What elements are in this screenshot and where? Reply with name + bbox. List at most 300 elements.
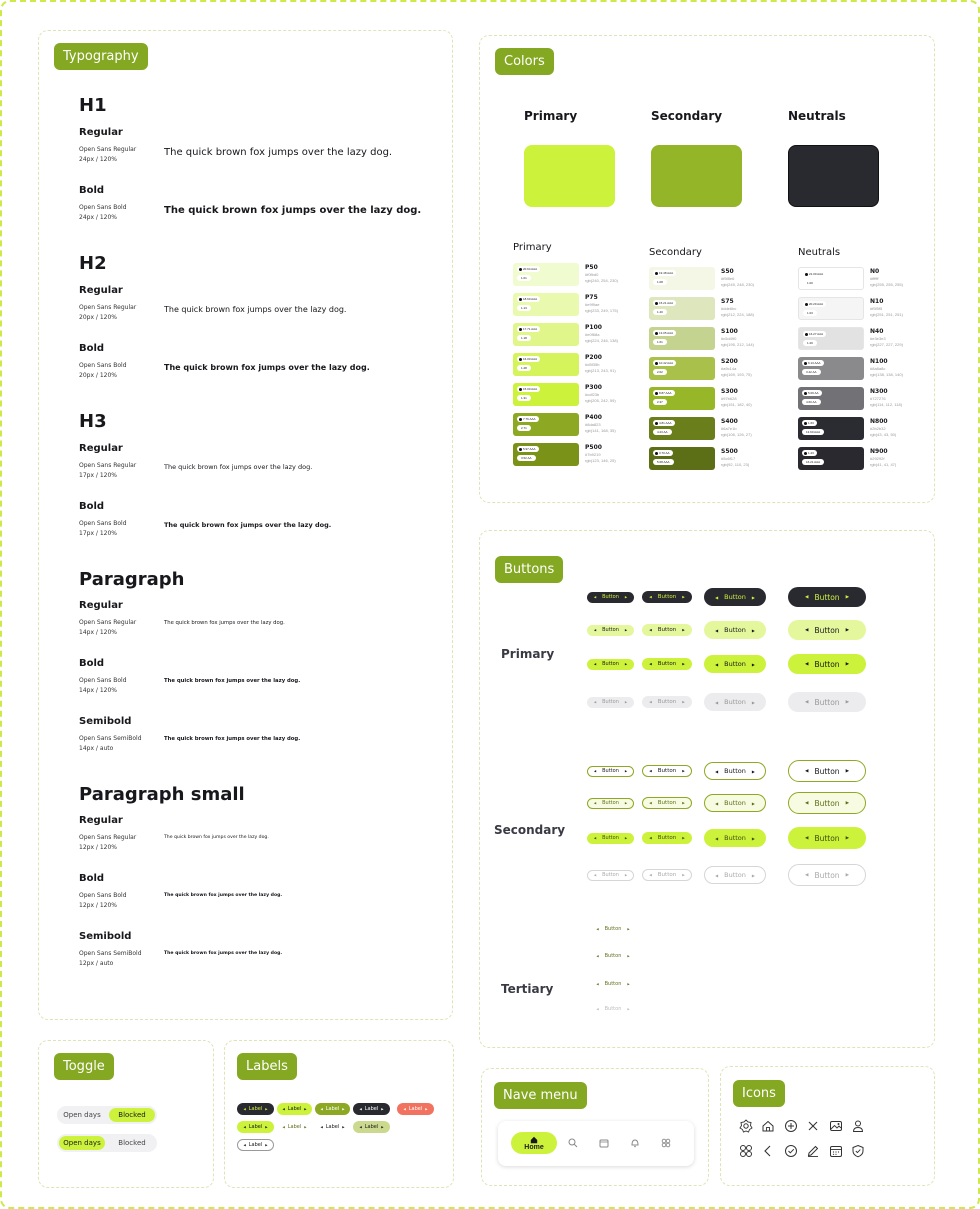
- colors-tag: Colors: [495, 48, 554, 75]
- chevron-right-icon: ▶: [751, 594, 755, 600]
- primary-button[interactable]: [704, 588, 766, 606]
- color-shade-name: N300: [870, 388, 888, 395]
- contrast-badge-alt: 1.18: [517, 335, 531, 341]
- contrast-badge-alt: 4.23 AA: [653, 429, 672, 435]
- chevron-right-icon: ▶: [381, 1107, 384, 1111]
- chevron-right-icon: ▶: [682, 595, 685, 599]
- color-shade-values: [585, 332, 618, 344]
- color-hex: #e9f9ae: [585, 302, 600, 307]
- chevron-right-icon: ▶: [304, 1107, 307, 1111]
- primary-button[interactable]: [704, 621, 766, 639]
- color-hex: #6a7e1b: [721, 426, 737, 431]
- calendar-icon[interactable]: [599, 1138, 609, 1148]
- contrast-badge-alt: 1.08: [653, 279, 667, 285]
- typography-font-spec: [79, 618, 136, 638]
- button-label: Button: [602, 800, 619, 806]
- chevron-left-icon: ◀: [649, 628, 652, 632]
- button-label: Button: [814, 766, 840, 776]
- chevron-left-icon: ◀: [593, 836, 597, 840]
- button-label: Button: [814, 833, 840, 843]
- contrast-badge-alt: 1.29: [803, 340, 817, 346]
- color-rgb: rgb(205, 242, 59): [585, 398, 616, 403]
- contrast-badge: 3.70 AA: [653, 450, 673, 456]
- chevron-left-icon: ◀: [359, 1107, 362, 1111]
- primary-button[interactable]: [704, 693, 766, 711]
- font-size-spec: 14px / 120%: [79, 687, 117, 694]
- primary-button[interactable]: [587, 697, 634, 708]
- label-text: Label: [364, 1124, 379, 1130]
- color-shade-swatch: [798, 267, 864, 290]
- color-hex: #8da823: [585, 422, 601, 427]
- typography-font-spec: [79, 461, 136, 481]
- color-rgb: rgb(251, 251, 251): [870, 312, 903, 317]
- color-hex: #c5d490: [721, 336, 737, 341]
- contrast-badge: 18.60 AAA: [517, 296, 540, 302]
- typography-sample-text: The quick brown fox jumps over the lazy dog.: [164, 620, 285, 626]
- chevron-left-icon: ◀: [359, 1125, 362, 1129]
- chevron-left-icon: ◀: [715, 872, 719, 878]
- chevron-left-icon: ◀: [649, 873, 652, 877]
- color-shade-swatch: [798, 387, 864, 410]
- chevron-right-icon: ▶: [845, 800, 850, 806]
- chevron-right-icon: ▶: [265, 1125, 268, 1129]
- font-size-spec: 14px / auto: [79, 745, 114, 752]
- label-text: Label: [364, 1106, 379, 1112]
- chevron-left-icon: ◀: [243, 1143, 246, 1147]
- settings-icon[interactable]: [739, 1119, 753, 1133]
- typography-sample-text: The quick brown fox jumps over the lazy dog.: [164, 893, 283, 898]
- color-shade-name: S50: [721, 268, 734, 275]
- buttons-panel: [479, 530, 935, 1048]
- tertiary-button[interactable]: [591, 951, 635, 961]
- typography-heading: H1: [79, 95, 107, 116]
- chevron-left-icon: ◀: [596, 982, 599, 986]
- color-shade-name: P50: [585, 264, 598, 271]
- chevron-left-icon: ◀: [593, 700, 597, 704]
- nav-home-label: Home: [524, 1143, 544, 1151]
- toggle-tag: Toggle: [54, 1053, 114, 1080]
- color-shade-values: [721, 306, 754, 318]
- color-shade-swatch: [513, 323, 579, 346]
- button-label: Button: [814, 870, 840, 880]
- color-shade-swatch: [798, 327, 864, 350]
- button-label: Button: [602, 594, 619, 600]
- chevron-right-icon: ▶: [751, 800, 755, 806]
- font-size-spec: 20px / 120%: [79, 314, 117, 321]
- chevron-left-icon[interactable]: [761, 1144, 775, 1158]
- label-chip: [237, 1139, 274, 1151]
- grid-icon[interactable]: [661, 1138, 671, 1148]
- color-rgb: rgb(240, 254, 230): [585, 278, 618, 283]
- label-text: Label: [408, 1106, 423, 1112]
- color-hex: #5c6f17: [721, 456, 736, 461]
- chevron-right-icon: ▶: [624, 662, 628, 666]
- color-shade-values: [585, 392, 616, 404]
- font-name: Open Sans SemiBold: [79, 950, 142, 957]
- buttons-row-secondary: Secondary: [494, 823, 566, 837]
- color-shade-swatch: [649, 447, 715, 470]
- color-shade-values: [870, 306, 903, 318]
- color-shade-swatch: [649, 357, 715, 380]
- font-size-spec: 12px / auto: [79, 960, 114, 967]
- font-size-spec: 17px / 120%: [79, 530, 117, 537]
- button-label: Button: [724, 626, 746, 634]
- secondary-button[interactable]: [704, 762, 766, 780]
- contrast-badge: 4.81 AAA: [653, 420, 675, 426]
- toggle-switch-a[interactable]: [57, 1106, 157, 1124]
- color-hex: #f5f5f5: [870, 306, 883, 311]
- typography-sample-text: The quick brown fox jumps over the lazy dog.: [164, 305, 347, 314]
- typography-weight-label: Regular: [79, 127, 123, 138]
- color-rgb: rgb(245, 248, 230): [721, 282, 754, 287]
- chevron-right-icon: ▶: [624, 700, 628, 704]
- typography-sample-text: The quick brown fox jumps over the lazy dog.: [164, 521, 332, 529]
- secondary-button[interactable]: [704, 829, 766, 847]
- secondary-button[interactable]: [788, 827, 866, 849]
- secondary-button[interactable]: [587, 833, 634, 844]
- chevron-left-icon: ◀: [243, 1107, 246, 1111]
- tertiary-button[interactable]: [591, 1004, 635, 1014]
- toggle-option-open-days[interactable]: Open days: [63, 1111, 101, 1119]
- search-icon[interactable]: [568, 1138, 578, 1148]
- primary-button[interactable]: [587, 659, 634, 670]
- chevron-right-icon: ▶: [751, 835, 755, 841]
- typography-tag: Typography: [54, 43, 148, 70]
- primary-button[interactable]: [788, 654, 866, 674]
- label-text: Label: [248, 1142, 263, 1148]
- button-label: Button: [657, 800, 677, 806]
- chevron-left-icon: ◀: [715, 594, 719, 600]
- color-main-swatch: [524, 145, 615, 207]
- button-label: Button: [724, 698, 746, 706]
- color-main-title: Neutrals: [788, 109, 846, 123]
- chevron-right-icon: ▶: [425, 1107, 428, 1111]
- chevron-right-icon: ▶: [682, 836, 685, 840]
- home-icon[interactable]: [761, 1119, 775, 1133]
- button-label: Button: [604, 953, 622, 959]
- button-label: Button: [657, 835, 677, 841]
- icons-tag: Icons: [733, 1080, 785, 1107]
- color-shade-values: [585, 422, 616, 434]
- buttons-row-primary: Primary: [501, 647, 555, 661]
- color-rgb: rgb(41, 41, 47): [870, 462, 897, 467]
- font-name: Open Sans Bold: [79, 892, 127, 899]
- calendar-icon[interactable]: [829, 1144, 843, 1158]
- button-label: Button: [814, 798, 840, 808]
- color-shade-name: S300: [721, 388, 738, 395]
- shield-check-icon[interactable]: [851, 1144, 865, 1158]
- typography-weight-label: Bold: [79, 501, 105, 512]
- typography-weight-label: Regular: [79, 443, 123, 454]
- chevron-right-icon: ▶: [624, 595, 628, 599]
- chevron-left-icon: ◀: [804, 835, 809, 841]
- typography-sample-text: The quick brown fox jumps over the lazy dog.: [164, 736, 301, 742]
- color-shade-values: [870, 396, 902, 408]
- primary-button[interactable]: [642, 624, 692, 636]
- font-name: Open Sans Regular: [79, 462, 137, 469]
- color-hex: #f5f8e6: [721, 276, 735, 281]
- color-shade-values: [721, 456, 749, 468]
- color-shade-swatch: [649, 267, 715, 290]
- contrast-badge: 1.23: [802, 450, 817, 456]
- contrast-badge: 13.05 AAA: [653, 330, 676, 336]
- primary-button[interactable]: [642, 658, 692, 670]
- chevron-right-icon: ▶: [845, 872, 850, 878]
- contrast-badge-alt: 13.60 AAA: [802, 429, 824, 435]
- typography-sample-text: The quick brown fox jumps over the lazy dog.: [164, 678, 301, 684]
- button-label: Button: [602, 768, 619, 774]
- user-icon[interactable]: [851, 1119, 865, 1133]
- color-shade-swatch: [513, 443, 579, 466]
- secondary-button[interactable]: [587, 766, 634, 777]
- color-shade-name: S100: [721, 328, 738, 335]
- contrast-badge-alt: 1.00: [803, 280, 817, 286]
- secondary-button[interactable]: [788, 792, 866, 814]
- label-chip: [277, 1121, 312, 1133]
- bell-icon[interactable]: [630, 1138, 640, 1148]
- chevron-left-icon: ◀: [243, 1125, 246, 1129]
- color-shade-values: [585, 452, 616, 464]
- buttons-tag: Buttons: [495, 556, 563, 583]
- chevron-left-icon: ◀: [593, 873, 597, 877]
- button-label: Button: [657, 768, 677, 774]
- color-main-swatch: [788, 145, 879, 207]
- font-size-spec: 17px / 120%: [79, 472, 117, 479]
- chevron-right-icon: ▶: [682, 628, 685, 632]
- chevron-right-icon: ▶: [845, 594, 850, 600]
- contrast-badge-alt: 1.03: [803, 310, 817, 316]
- chevron-right-icon: ▶: [627, 1007, 630, 1011]
- button-label: Button: [657, 627, 677, 633]
- button-label: Button: [814, 697, 840, 707]
- color-shade-values: [585, 302, 618, 314]
- chevron-right-icon: ▶: [381, 1125, 384, 1129]
- primary-button[interactable]: [788, 692, 866, 712]
- color-shade-swatch: [649, 297, 715, 320]
- color-shade-values: [721, 426, 752, 438]
- color-rgb: rgb(114, 112, 118): [870, 402, 903, 407]
- nav-item-home[interactable]: [511, 1132, 557, 1154]
- color-scale-title: Secondary: [649, 247, 702, 258]
- chevron-right-icon: ▶: [624, 873, 628, 877]
- secondary-button[interactable]: [642, 869, 692, 881]
- secondary-button[interactable]: [642, 832, 692, 844]
- typography-weight-label: Bold: [79, 658, 105, 669]
- color-shade-swatch: [798, 297, 864, 320]
- color-shade-values: [721, 276, 754, 288]
- contrast-badge-alt: 4.60 AA: [802, 399, 821, 405]
- contrast-badge: 15.21 AAA: [653, 300, 676, 306]
- label-text: Label: [248, 1124, 263, 1130]
- color-shade-name: P300: [585, 384, 602, 391]
- secondary-button[interactable]: [587, 798, 634, 809]
- contrast-badge: 10.42 AAA: [653, 360, 676, 366]
- tertiary-button[interactable]: [591, 924, 635, 934]
- image-icon[interactable]: [829, 1119, 843, 1133]
- primary-button[interactable]: [642, 591, 692, 603]
- typography-sample-text: The quick brown fox jumps over the lazy dog.: [164, 147, 393, 158]
- color-shade-name: S75: [721, 298, 734, 305]
- chevron-right-icon: ▶: [627, 982, 630, 986]
- primary-button[interactable]: [587, 592, 634, 603]
- nav-menu-tag: Nave menu: [494, 1082, 587, 1109]
- secondary-button[interactable]: [587, 870, 634, 881]
- typography-heading: Paragraph small: [79, 784, 245, 805]
- chevron-right-icon: ▶: [265, 1143, 268, 1147]
- typography-font-spec: [79, 734, 142, 754]
- close-icon[interactable]: [806, 1119, 820, 1133]
- chevron-left-icon: ◀: [715, 661, 719, 667]
- chevron-right-icon: ▶: [627, 954, 630, 958]
- button-label: Button: [657, 872, 677, 878]
- color-rgb: rgb(233, 249, 175): [585, 308, 618, 313]
- tertiary-button[interactable]: [591, 979, 635, 989]
- toggle-option-blocked[interactable]: Blocked: [109, 1108, 155, 1122]
- contrast-badge-alt: 5.68 AAA: [653, 459, 674, 465]
- labels-tag: Labels: [237, 1053, 297, 1080]
- chevron-left-icon: ◀: [593, 801, 597, 805]
- secondary-button[interactable]: [788, 864, 866, 886]
- color-shade-swatch: [513, 383, 579, 406]
- font-name: Open Sans Regular: [79, 304, 137, 311]
- color-shade-swatch: [649, 417, 715, 440]
- button-label: Button: [602, 699, 619, 705]
- primary-button[interactable]: [788, 620, 866, 640]
- contrast-badge: 1.63: [802, 420, 817, 426]
- typography-heading: Paragraph: [79, 569, 185, 590]
- chevron-left-icon: ◀: [649, 801, 652, 805]
- secondary-button[interactable]: [788, 760, 866, 782]
- color-hex: #dde6bc: [721, 306, 737, 311]
- font-name: Open Sans SemiBold: [79, 735, 142, 742]
- contrast-badge: 20.64 AAA: [517, 266, 540, 272]
- chevron-left-icon: ◀: [649, 595, 652, 599]
- toggle-switch-b[interactable]: [57, 1134, 157, 1152]
- color-main-swatch: [651, 145, 742, 207]
- label-chip: [353, 1103, 390, 1115]
- contrast-badge-alt: 1.28: [517, 365, 531, 371]
- chevron-left-icon: ◀: [403, 1107, 406, 1111]
- chevron-right-icon: ▶: [682, 769, 685, 773]
- secondary-button[interactable]: [704, 794, 766, 812]
- color-shade-swatch: [513, 413, 579, 436]
- color-main-title: Primary: [524, 109, 578, 123]
- typography-weight-label: Regular: [79, 815, 123, 826]
- label-chip: [237, 1121, 274, 1133]
- color-hex: #97b628: [721, 396, 737, 401]
- chevron-left-icon: ◀: [649, 836, 652, 840]
- chevron-left-icon: ◀: [649, 662, 652, 666]
- button-label: Button: [604, 1006, 622, 1012]
- chevron-right-icon: ▶: [845, 661, 850, 667]
- color-shade-values: [870, 366, 903, 378]
- font-name: Open Sans Regular: [79, 619, 137, 626]
- font-name: Open Sans Bold: [79, 520, 127, 527]
- edit-icon[interactable]: [806, 1144, 820, 1158]
- secondary-button[interactable]: [704, 866, 766, 884]
- label-text: Label: [287, 1106, 302, 1112]
- button-label: Button: [602, 835, 619, 841]
- color-main-title: Secondary: [651, 109, 723, 123]
- color-shade-values: [870, 456, 896, 468]
- grid-icon[interactable]: [739, 1144, 753, 1158]
- contrast-badge: 5.97 AAA: [517, 446, 539, 452]
- label-text: Label: [325, 1124, 340, 1130]
- color-hex: #2b2b32: [870, 426, 886, 431]
- chevron-left-icon: ◀: [804, 594, 809, 600]
- typography-sample-text: The quick brown fox jumps over the lazy dog.: [164, 205, 422, 216]
- color-rgb: rgb(212, 224, 188): [721, 312, 754, 317]
- font-size-spec: 12px / 120%: [79, 902, 117, 909]
- primary-button[interactable]: [704, 655, 766, 673]
- chevron-left-icon: ◀: [649, 700, 652, 704]
- button-label: Button: [724, 593, 746, 601]
- chevron-right-icon: ▶: [624, 769, 628, 773]
- typography-weight-label: Bold: [79, 873, 105, 884]
- color-shade-name: N900: [870, 448, 888, 455]
- check-circle-icon[interactable]: [784, 1144, 798, 1158]
- contrast-badge: 7.76 AAA: [517, 416, 539, 422]
- primary-button[interactable]: [642, 696, 692, 708]
- contrast-badge-alt: 1.40: [653, 309, 667, 315]
- chevron-right-icon: ▶: [845, 627, 850, 633]
- primary-button[interactable]: [587, 625, 634, 636]
- button-label: Button: [657, 661, 677, 667]
- button-label: Button: [604, 981, 622, 987]
- contrast-badge: 20.29 AAA: [803, 301, 826, 307]
- typography-weight-label: Bold: [79, 343, 105, 354]
- color-rgb: rgb(224, 246, 138): [585, 338, 618, 343]
- color-shade-name: P500: [585, 444, 602, 451]
- color-shade-swatch: [513, 263, 579, 286]
- font-size-spec: 24px / 120%: [79, 156, 117, 163]
- color-shade-values: [721, 366, 752, 378]
- contrast-badge: 21.00 AAA: [803, 271, 826, 277]
- typography-weight-label: Semibold: [79, 716, 132, 727]
- typography-font-spec: [79, 833, 136, 853]
- chevron-left-icon: ◀: [593, 628, 597, 632]
- color-rgb: rgb(43, 43, 50): [870, 432, 897, 437]
- plus-circle-icon[interactable]: [784, 1119, 798, 1133]
- contrast-badge: 5.09 AA: [802, 390, 822, 396]
- chevron-right-icon: ▶: [751, 699, 755, 705]
- color-shade-swatch: [649, 327, 715, 350]
- button-label: Button: [657, 594, 677, 600]
- button-label: Button: [814, 659, 840, 669]
- color-shade-name: P75: [585, 294, 598, 301]
- toggle-option-open-days[interactable]: Open days: [59, 1136, 105, 1150]
- typography-heading: H3: [79, 411, 107, 432]
- label-chip: [315, 1103, 350, 1115]
- chevron-right-icon: ▶: [682, 700, 685, 704]
- chevron-left-icon: ◀: [715, 768, 719, 774]
- chevron-right-icon: ▶: [751, 768, 755, 774]
- secondary-button[interactable]: [642, 765, 692, 777]
- toggle-option-blocked[interactable]: Blocked: [118, 1139, 146, 1147]
- button-label: Button: [724, 660, 746, 668]
- primary-button[interactable]: [788, 587, 866, 607]
- typography-sample-text: The quick brown fox jumps over the lazy dog.: [164, 951, 283, 956]
- typography-heading: H2: [79, 253, 107, 274]
- color-shade-swatch: [513, 293, 579, 316]
- button-label: Button: [724, 799, 746, 807]
- secondary-button[interactable]: [642, 797, 692, 809]
- chevron-left-icon: ◀: [715, 627, 719, 633]
- button-label: Button: [724, 871, 746, 879]
- contrast-badge: 17.71 AAA: [517, 326, 540, 332]
- font-size-spec: 20px / 120%: [79, 372, 117, 379]
- color-rgb: rgb(141, 168, 35): [585, 428, 616, 433]
